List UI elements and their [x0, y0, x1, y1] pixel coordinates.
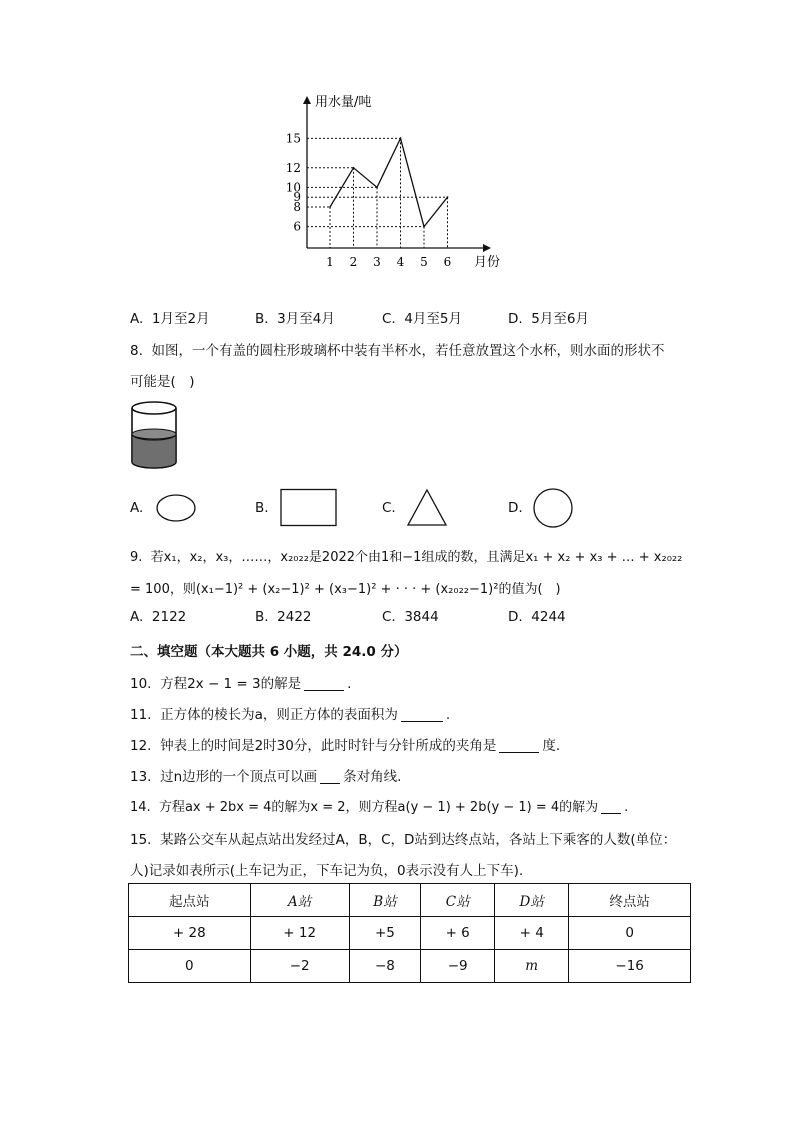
- bus-passenger-table: [128, 883, 691, 983]
- table-cell: + 28: [129, 917, 251, 950]
- series-line: [330, 138, 448, 226]
- q7-option-c[interactable]: C. 4月至5月: [382, 311, 462, 327]
- q8-option-a[interactable]: A.: [130, 500, 144, 516]
- data-point: [400, 138, 402, 140]
- data-point: [353, 167, 355, 169]
- q8-line1: 8. 如图，一个有盖的圆柱形玻璃杯中装有半杯水，若任意放置这个水杯，则水面的形状不: [130, 343, 665, 359]
- q9-line2: = 100，则(x₁−1)² + (x₂−1)² + (x₃−1)² + · · · + (x₂₀₂₂−1)²的值为( ): [130, 582, 561, 597]
- x-axis-arrow: [483, 244, 491, 252]
- q12: 12. 钟表上的时间是2时30分，此时时针与分针所成的夹角是 度.: [130, 738, 561, 754]
- y-tick-label: 8: [293, 200, 301, 214]
- q8-line2: 可能是( ): [130, 374, 195, 390]
- q9-option-d[interactable]: D. 4244: [508, 609, 566, 625]
- q7-option-b[interactable]: B. 3月至4月: [255, 311, 335, 327]
- q15-line1: 15. 某路公交车从起点站出发经过A，B，C，D站到达终点站，各站上下乘客的人数(单位：: [130, 832, 677, 848]
- data-point: [376, 187, 378, 189]
- table-cell: −2: [250, 950, 349, 983]
- y-tick-label: 12: [285, 160, 301, 175]
- q9-option-a[interactable]: A. 2122: [130, 609, 187, 625]
- x-tick-label: 1: [326, 255, 334, 269]
- q12-answer-blank[interactable]: [499, 738, 539, 753]
- y-tick-label: 10: [285, 180, 301, 195]
- q7-option-d[interactable]: D. 5月至6月: [508, 311, 589, 327]
- data-point: [423, 226, 425, 228]
- q13: 13. 过n边形的一个顶点可以画 条对角线.: [130, 769, 402, 785]
- y-axis-label: 用水量/吨: [315, 95, 372, 110]
- q10-answer-blank[interactable]: [304, 676, 344, 691]
- table-cell: −16: [569, 950, 691, 983]
- q8-option-c[interactable]: C.: [382, 500, 396, 516]
- data-point: [447, 196, 449, 198]
- q14: 14. 方程ax + 2bx = 4的解为x = 2，则方程a(y − 1) + 2b(y − 1) = 4的解为 .: [130, 800, 629, 815]
- table-header-cell: D站: [495, 884, 569, 917]
- x-tick-label: 6: [443, 255, 452, 269]
- x-tick-label: 4: [396, 255, 405, 269]
- table-cell: −9: [421, 950, 495, 983]
- q8-option-b[interactable]: B.: [255, 500, 269, 516]
- q10: 10. 方程2x − 1 = 3的解是 .: [130, 676, 352, 692]
- q13-answer-blank[interactable]: [320, 769, 340, 784]
- rectangle-shape-icon: [280, 488, 338, 528]
- x-axis-label: 月份: [474, 255, 501, 270]
- q9-line1: 9. 若x₁，x₂，x₃，……，x₂₀₂₂是2022个由1和−1组成的数，且满足x₁ + x₂ + x₃ + … + x₂₀₂₂: [130, 550, 683, 565]
- data-point: [329, 206, 331, 208]
- table-header-cell: B站: [349, 884, 421, 917]
- table-cell: + 12: [250, 917, 349, 950]
- table-header-row: [129, 884, 691, 917]
- ellipse-shape-icon: [155, 490, 197, 526]
- y-tick-label: 9: [293, 190, 301, 205]
- triangle-shape-icon: [405, 488, 449, 528]
- table-row: [129, 950, 691, 983]
- q8-option-d[interactable]: D.: [508, 500, 523, 516]
- section-heading-fill-in: 二、填空题（本大题共 6 小题，共 24.0 分）: [130, 644, 408, 660]
- x-tick-label: 5: [420, 255, 428, 269]
- table-header-cell: C站: [421, 884, 495, 917]
- table-cell: 0: [569, 917, 691, 950]
- q9-option-c[interactable]: C. 3844: [382, 609, 439, 625]
- water-usage-chart: [270, 90, 530, 275]
- circle-shape-icon: [531, 486, 575, 530]
- y-tick-label: 15: [285, 131, 301, 146]
- table-cell: + 4: [495, 917, 569, 950]
- q14-answer-blank[interactable]: [601, 799, 621, 814]
- q9-option-b[interactable]: B. 2422: [255, 609, 312, 625]
- x-tick-label: 3: [373, 255, 381, 269]
- q11: 11. 正方体的棱长为a，则正方体的表面积为 .: [130, 707, 451, 723]
- q11-answer-blank[interactable]: [401, 707, 443, 722]
- q15-line2: 人)记录如表所示(上车记为正，下车记为负，0表示没有人上下车).: [130, 863, 524, 879]
- table-cell: + 6: [421, 917, 495, 950]
- q7-option-a[interactable]: A. 1月至2月: [130, 311, 210, 327]
- table-cell: +5: [349, 917, 421, 950]
- y-tick-label: 6: [293, 219, 301, 234]
- table-cell: 0: [129, 950, 251, 983]
- table-header-cell: A站: [250, 884, 349, 917]
- table-cell: m: [495, 950, 569, 983]
- y-axis-arrow: [303, 96, 311, 104]
- cylinder-cup-figure: [130, 398, 178, 472]
- table-header-cell: 起点站: [129, 884, 251, 917]
- table-cell: −8: [349, 950, 421, 983]
- x-tick-label: 2: [349, 255, 358, 269]
- table-row: [129, 917, 691, 950]
- table-header-cell: 终点站: [569, 884, 691, 917]
